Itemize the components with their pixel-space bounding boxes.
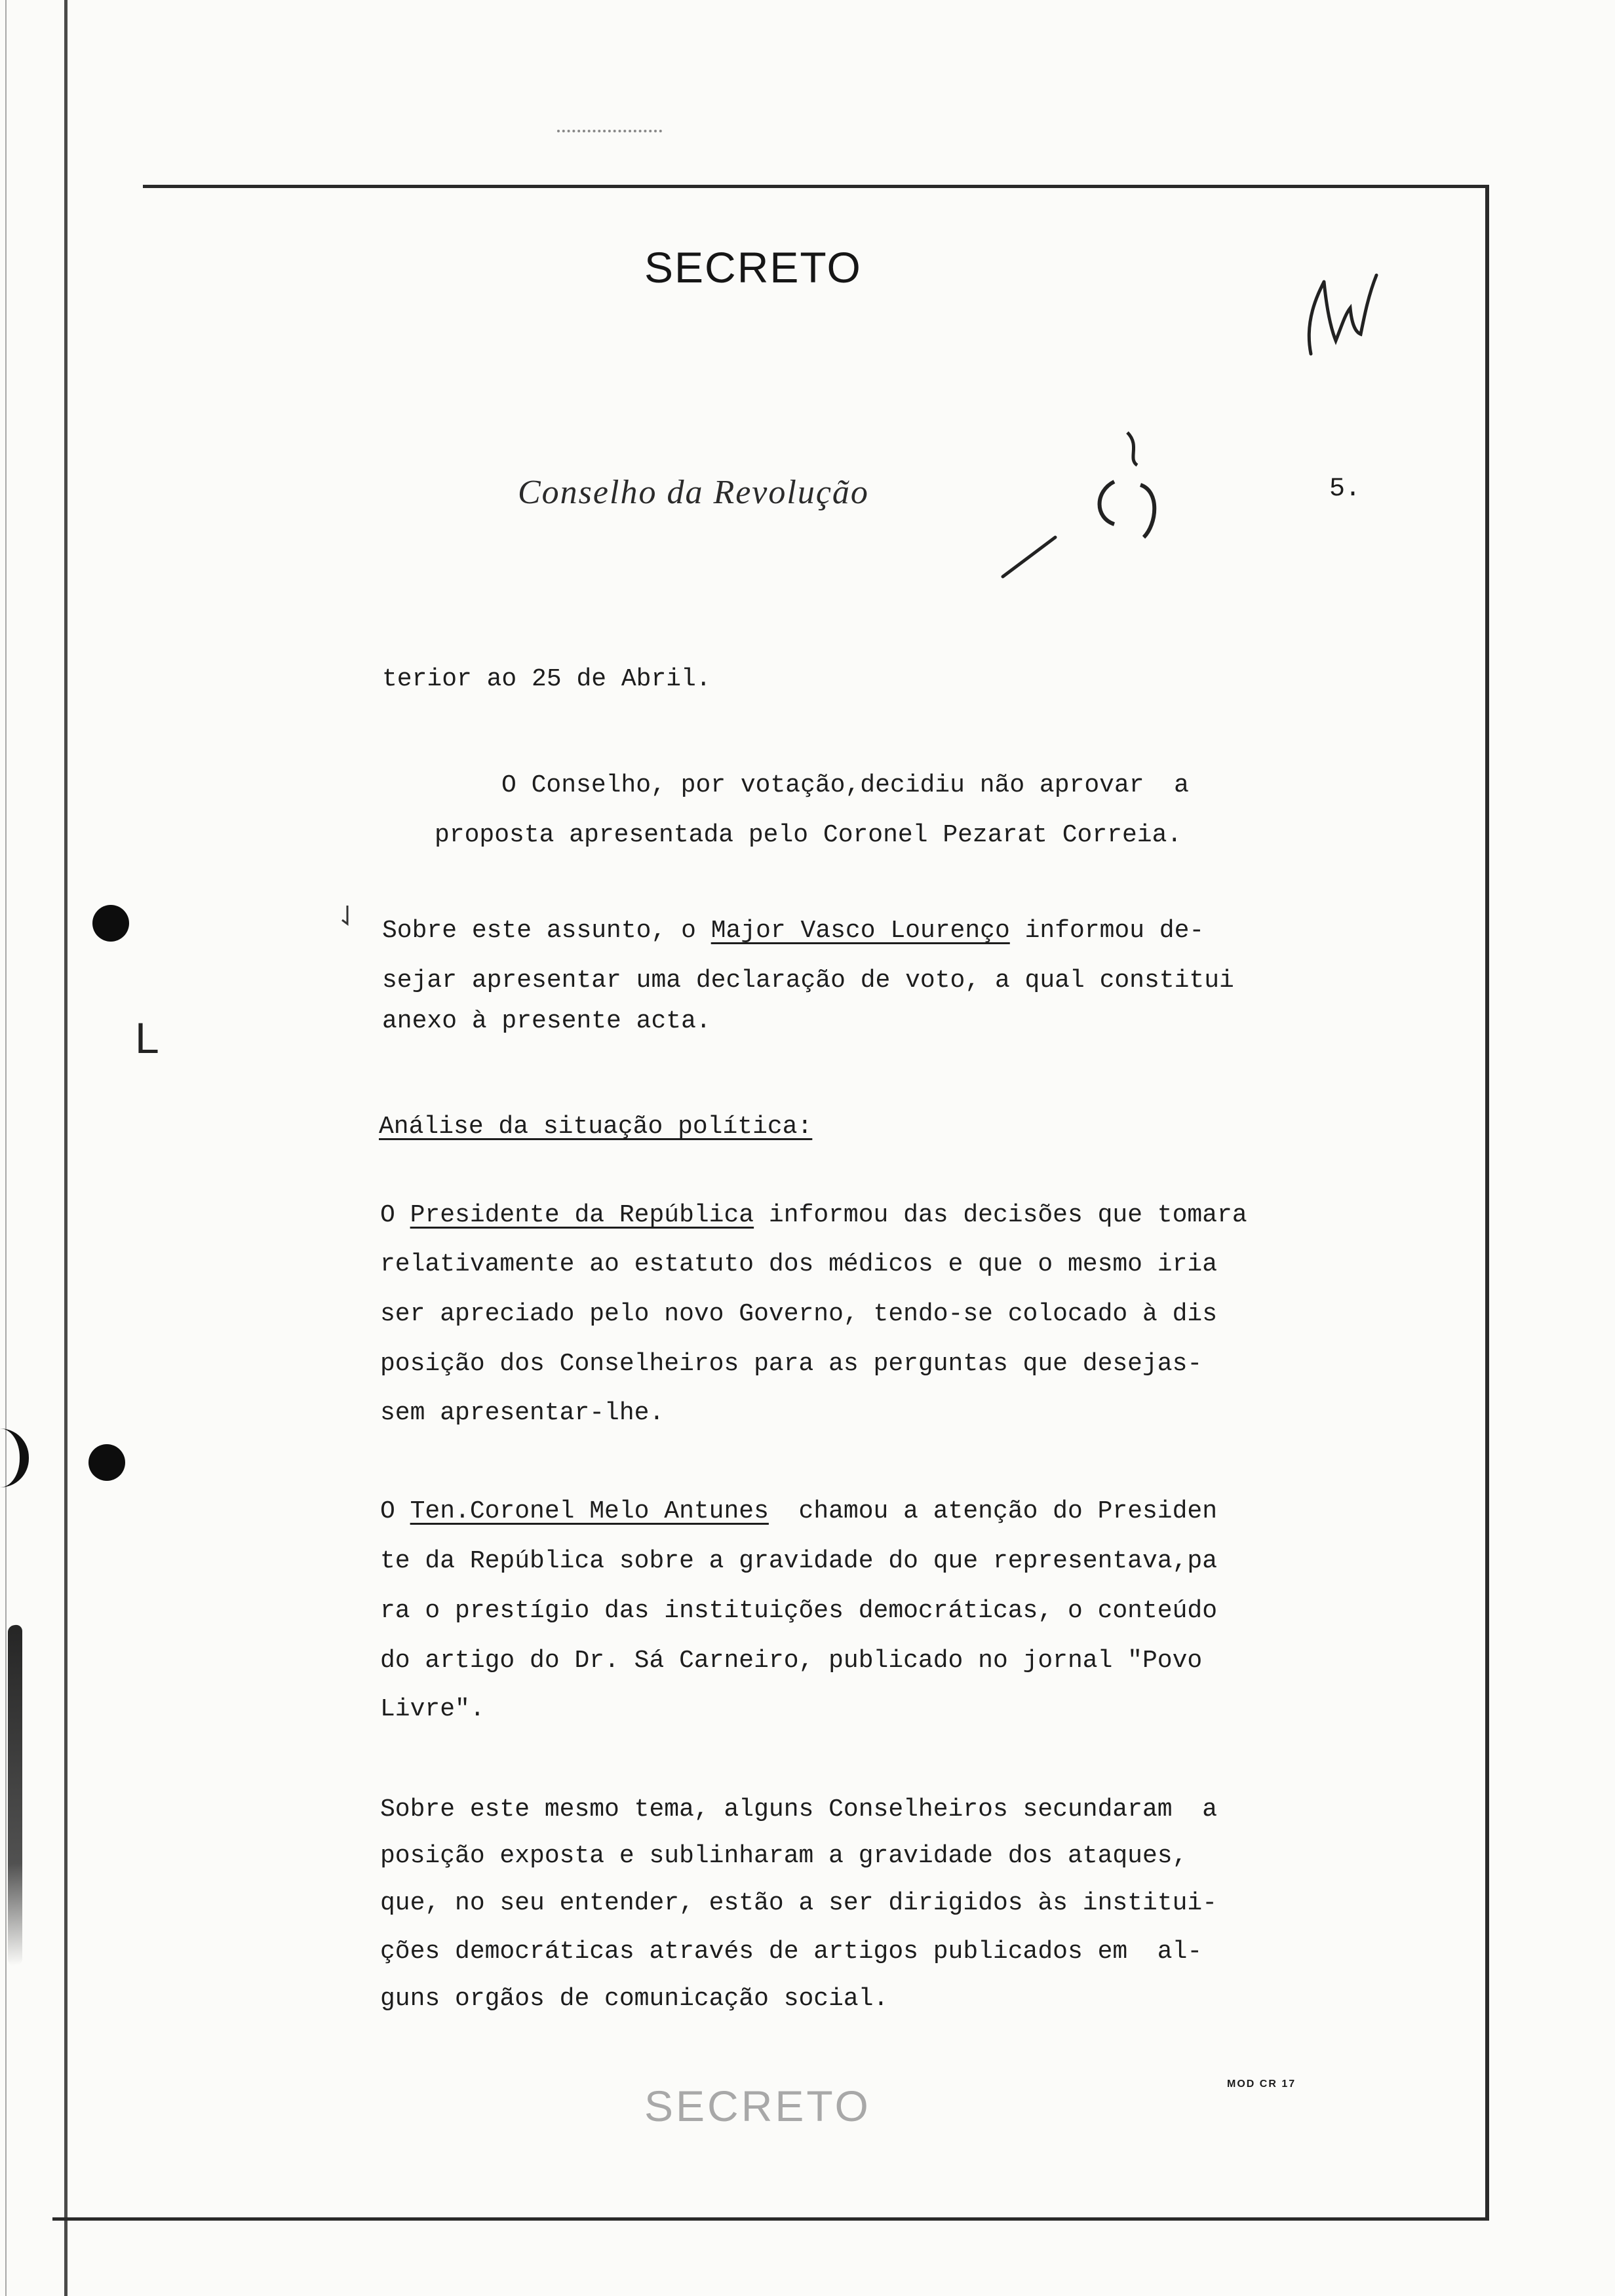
text-line: ções democráticas através de artigos publicados em al- (380, 1938, 1203, 1966)
text-line: terior ao 25 de Abril. (382, 665, 711, 693)
text-line: O Ten.Coronel Melo Antunes chamou a atenção do Presiden (380, 1497, 1218, 1525)
letterhead: Conselho da Revolução (518, 474, 869, 511)
text-line: O Conselho, por votação,decidiu não aprovar a (501, 771, 1189, 799)
frame-right-border (1485, 185, 1489, 2220)
text-line: relativamente ao estatuto dos médicos e que o mesmo iria (380, 1250, 1218, 1278)
punch-hole-lower (88, 1444, 125, 1481)
frame-bottom-border (52, 2217, 1489, 2221)
text-line: sejar apresentar uma declaração de voto, a qual constitui (382, 966, 1234, 995)
text-line: do artigo do Dr. Sá Carneiro, publicado no jornal "Povo (380, 1647, 1203, 1675)
handwritten-initials (1304, 269, 1383, 367)
margin-tick (341, 904, 354, 930)
name-presidente-da-republica: Presidente da República (410, 1201, 754, 1229)
name-ten-coronel-melo-antunes: Ten.Coronel Melo Antunes (410, 1497, 769, 1525)
text-line: O Presidente da República informou das decisões que tomara (380, 1201, 1247, 1229)
form-code: MOD CR 17 (1227, 2078, 1296, 2090)
scan-smear (8, 1624, 22, 1966)
page-number: 5. (1329, 474, 1361, 504)
text-line: proposta apresentada pelo Coronel Pezarat Correia. (435, 821, 1182, 849)
text-line: te da República sobre a gravidade do que representava,pa (380, 1547, 1218, 1575)
text-line: posição dos Conselheiros para as perguntas que desejas- (380, 1350, 1203, 1378)
scan-edge-line (5, 0, 7, 2296)
text-line: Livre". (380, 1695, 485, 1723)
text-line: ra o prestígio das instituições democráticas, o conteúdo (380, 1597, 1218, 1625)
frame-top-border (143, 185, 1489, 188)
text-line: ser apreciado pelo novo Governo, tendo-se colocado à dis (380, 1300, 1218, 1328)
scan-arc-mark (0, 1428, 29, 1487)
text-line: Sobre este assunto, o Major Vasco Lourenço informou de- (382, 917, 1205, 945)
text-line: anexo à presente acta. (382, 1007, 711, 1035)
text-line: que, no seu entender, estão a ser dirigidos às institui- (380, 1889, 1218, 1917)
section-heading: Análise da situação política: (379, 1113, 813, 1141)
handwritten-scribble (996, 419, 1219, 590)
text-line: guns orgãos de comunicação social. (380, 1985, 889, 2013)
text-line: posição exposta e sublinharam a gravidade dos ataques, (380, 1842, 1188, 1870)
punch-hole-upper (92, 905, 129, 942)
binding-edge-line (64, 0, 68, 2296)
top-dotted-mark (557, 130, 662, 135)
classification-stamp-bottom: SECRETO (644, 2082, 871, 2130)
text-line: sem apresentar-lhe. (380, 1399, 665, 1427)
text-line: Sobre este mesmo tema, alguns Conselheiros secundaram a (380, 1795, 1218, 1824)
name-major-vasco-lourenco: Major Vasco Lourenço (710, 917, 1010, 945)
margin-mark: L (135, 1014, 159, 1062)
classification-stamp-top: SECRETO (644, 243, 862, 292)
